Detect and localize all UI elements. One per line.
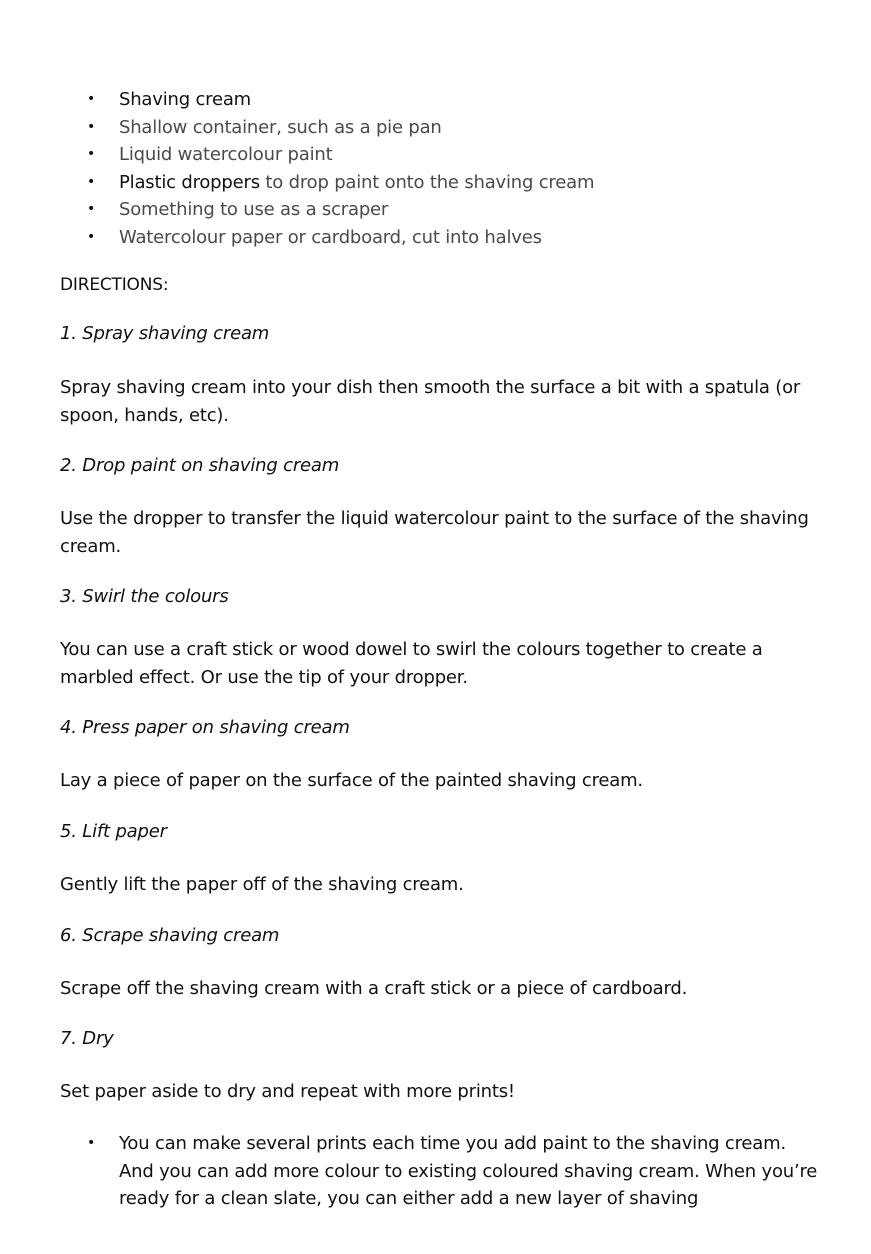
bullet-icon: • — [87, 146, 96, 163]
material-rest: to drop paint onto the shaving cream — [259, 171, 595, 193]
list-item — [60, 196, 820, 224]
material-rest: Watercolour paper or cardboard, cut into halves — [119, 226, 542, 248]
list-item — [60, 114, 820, 142]
materials-list — [60, 86, 820, 252]
step-title: 4. Press paper on shaving cream — [60, 717, 350, 738]
list-item — [60, 224, 820, 252]
step-title: 6. Scrape shaving cream — [60, 925, 280, 946]
list-item — [60, 169, 820, 197]
bullet-icon: • — [87, 1135, 96, 1151]
step-body: Scrape off the shaving cream with a craft stick or a piece of cardboard. — [60, 978, 688, 999]
step-title: 3. Swirl the colours — [60, 586, 229, 607]
step-body: You can use a craft stick or wood dowel to swirl the colours together to create a marbled effect. Or use the tip of your dropper. — [60, 639, 763, 688]
material-rest: Something to use as a scraper — [119, 199, 389, 221]
step-title: 1. Spray shaving cream — [60, 323, 270, 344]
step-body: Gently lift the paper off of the shaving cream. — [60, 874, 464, 895]
directions-heading: DIRECTIONS: — [60, 275, 169, 295]
list-item — [60, 141, 820, 169]
step-title: 7. Dry — [60, 1028, 114, 1049]
bullet-icon: • — [87, 118, 96, 135]
tip-text: You can make several prints each time you add paint to the shaving cream. And you can add more colour to existing coloured shaving cream. When you’re ready for a clean slate, you can either add a new layer of shaving — [119, 1133, 818, 1209]
material-rest: Liquid watercolour paint — [119, 144, 333, 166]
step-body: Spray shaving cream into your dish then smooth the surface a bit with a spatula (or spoon, hands, etc). — [60, 377, 801, 426]
step-body: Set paper aside to dry and repeat with more prints! — [60, 1081, 515, 1102]
material-main: Shaving cream — [119, 89, 252, 110]
step-body: Use the dropper to transfer the liquid watercolour paint to the surface of the shaving cream. — [60, 508, 809, 557]
bullet-icon: • — [87, 228, 96, 245]
list-item — [60, 1130, 820, 1213]
bullet-icon: • — [87, 201, 96, 218]
tips-list — [60, 1130, 820, 1213]
material-rest: Shallow container, such as a pie pan — [119, 116, 442, 138]
step-title: 5. Lift paper — [60, 821, 167, 842]
bullet-icon: • — [87, 91, 96, 107]
list-item — [60, 86, 820, 114]
step-body: Lay a piece of paper on the surface of the painted shaving cream. — [60, 770, 643, 791]
bullet-icon: • — [87, 173, 96, 190]
material-main: Plastic droppers — [119, 171, 260, 193]
step-title: 2. Drop paint on shaving cream — [60, 455, 340, 476]
